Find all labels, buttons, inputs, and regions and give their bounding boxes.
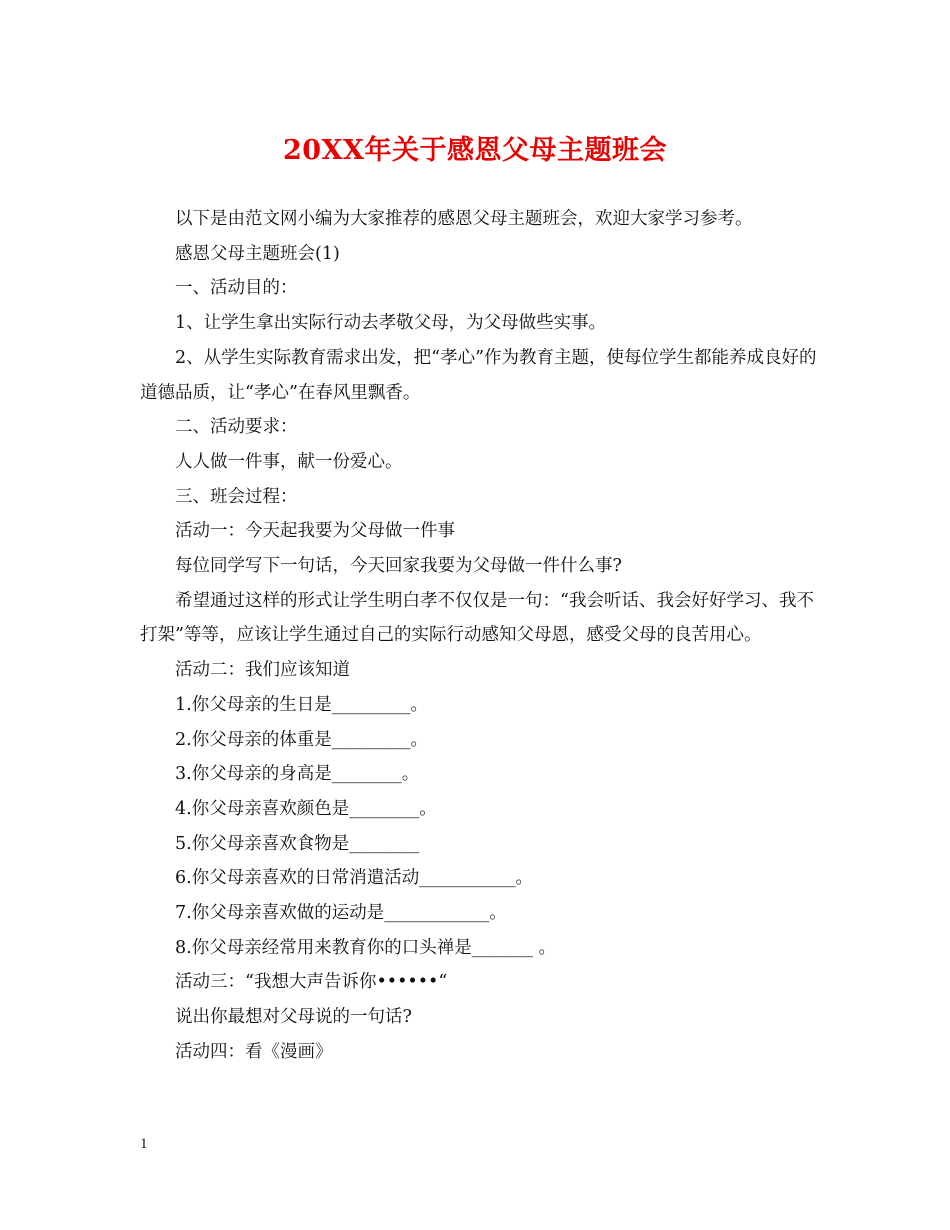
paragraph: 希望通过这样的形式让学生明白孝不仅仅是一句：“我会听话、我会好好学习、我不打架”等等，应该让学生通过自己的实际行动感知父母恩，感受父母的良苦用心。: [140, 590, 814, 646]
document-body: [140, 202, 820, 1070]
page-number: 1: [140, 1136, 148, 1152]
list-item: 6.你父母亲喜欢的日常消遣活动___________。: [175, 868, 533, 889]
list-item: 2.你父母亲的体重是_________。: [175, 729, 428, 750]
paragraph-intro: 以下是由范文网小编为大家推荐的感恩父母主题班会，欢迎大家学习参考。: [175, 209, 753, 229]
paragraph: 人人做一件事，献一份爱心。: [175, 451, 403, 472]
list-item: 3.你父母亲的身高是________。: [175, 764, 420, 785]
list-item: 4.你父母亲喜欢颜色是________。: [175, 798, 437, 819]
activity-heading: 活动三：“我想大声告诉你••••••“: [175, 972, 448, 993]
heading-process: 三、班会过程：: [175, 486, 298, 507]
list-item: 8.你父母亲经常用来教育你的口头禅是_______ 。: [175, 937, 557, 958]
paragraph: 说出你最想对父母说的一句话?: [175, 1007, 412, 1028]
activity-heading: 活动四：看《漫画》: [175, 1041, 333, 1062]
list-item: 7.你父母亲喜欢做的运动是____________。: [175, 903, 507, 924]
list-item: 5.你父母亲喜欢食物是________: [175, 833, 420, 854]
activity-heading: 活动二：我们应该知道: [175, 660, 350, 681]
paragraph: 2、从学生实际教育需求出发，把“孝心”作为教育主题，使每位学生都能养成良好的道德品质，让“孝心”在春风里飘香。: [140, 347, 817, 403]
page-title: 20XX年关于感恩父母主题班会: [283, 135, 667, 166]
heading-requirements: 二、活动要求：: [175, 417, 298, 438]
list-item: 1.你父母亲的生日是_________。: [175, 694, 428, 715]
paragraph: 1、让学生拿出实际行动去孝敬父母，为父母做些实事。: [175, 313, 607, 334]
paragraph: 每位同学写下一句话，今天回家我要为父母做一件什么事?: [175, 556, 622, 577]
section-heading: 感恩父母主题班会(1): [175, 243, 340, 264]
activity-heading: 活动一：今天起我要为父母做一件事: [175, 521, 455, 542]
heading-purpose: 一、活动目的：: [175, 278, 298, 299]
